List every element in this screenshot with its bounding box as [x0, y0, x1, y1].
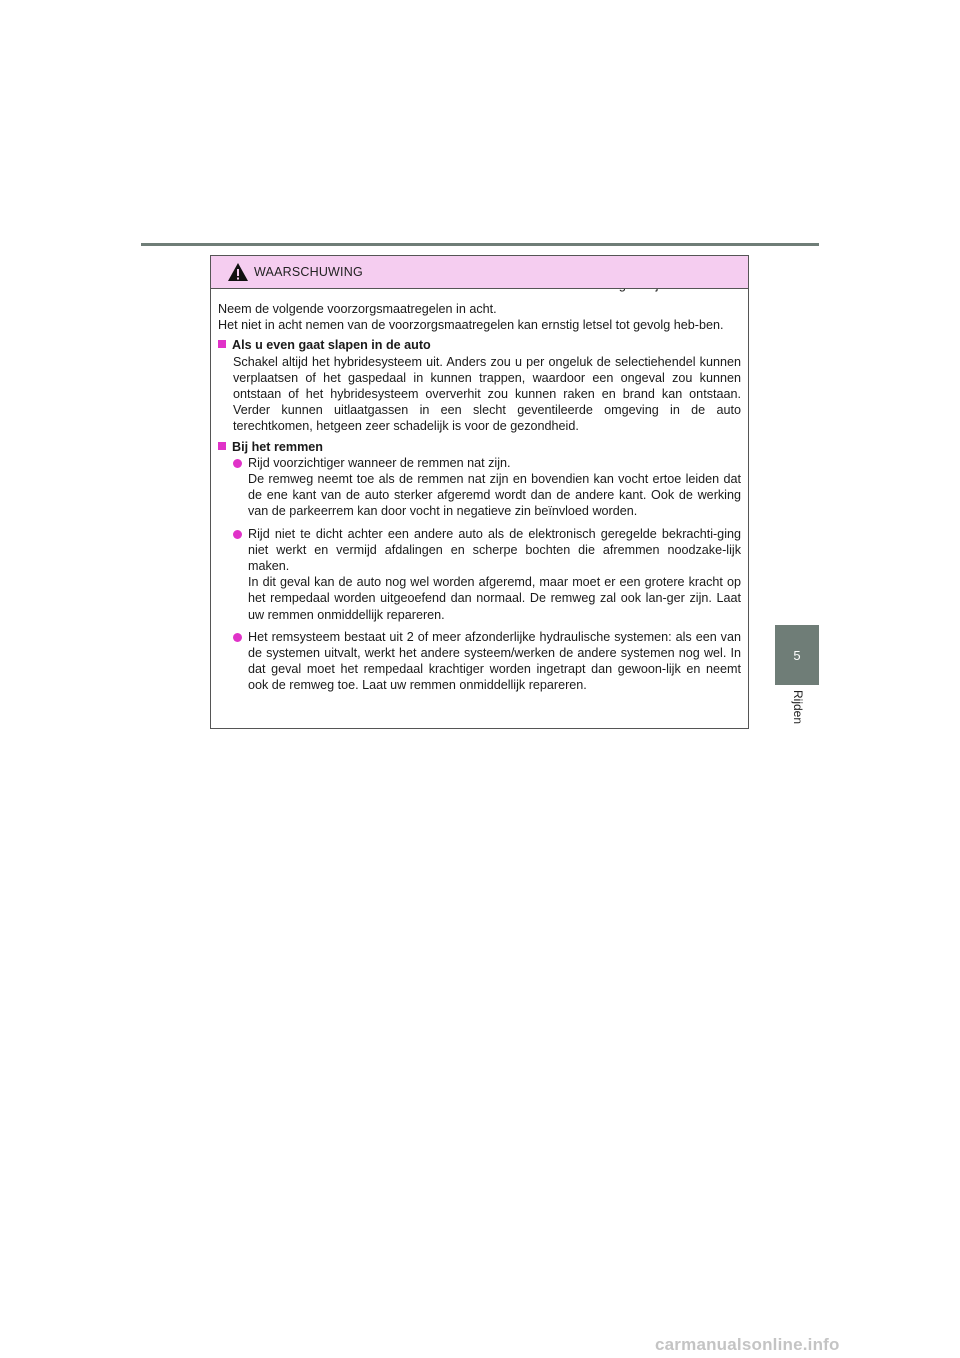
square-bullet-icon [218, 442, 226, 450]
warning-box [210, 255, 749, 729]
bullet-line-1: Rijd voorzichtiger wanneer de remmen nat zijn. [248, 455, 511, 470]
section-title-sleeping [218, 337, 741, 353]
square-bullet-icon [218, 340, 226, 348]
intro-line-1: Neem de volgende voorzorgsmaatregelen in acht. [218, 302, 497, 316]
watermark: carmanualsonline.info [655, 1335, 840, 1354]
section-title-text: Bij het remmen [232, 439, 323, 454]
section-text-sleeping: Schakel altijd het hybridesysteem uit. Anders zou u per ongeluk de selectiehendel kunnen verplaatsen of het gaspedaal in kunnen trappen, waardoor een ongeval zou kunnen ontstaan of het hybridesysteem oververhit zou kunnen raken en brand kan ontstaan. Verder kunnen uitlaatgassen in een slecht geventileerde omgeving in de auto terechtkomen, hetgeen zeer schadelijk is voor de gezondheid. [233, 354, 741, 434]
warning-body [211, 289, 748, 694]
list-item [218, 455, 741, 520]
chapter-label: Rijden [791, 690, 805, 725]
list-item [218, 629, 741, 694]
chapter-tab[interactable] [775, 625, 819, 685]
warning-title: WAARSCHUWING [254, 265, 363, 279]
circle-bullet-icon [233, 459, 242, 468]
warning-header [211, 256, 748, 289]
bullet-line-1: Het remsysteem bestaat uit 2 of meer afzonderlijke hydraulische systemen: als een van de systemen uitvalt, werkt het andere systeem/werken de andere systemen nog wel. In dat geval moet het rempedaal krachtiger worden ingetrapt dan gewoon-lijk en neemt ook de remweg toe. Laat uw remmen onmiddellijk repareren. [248, 629, 741, 693]
bullet-line-1: Rijd niet te dicht achter een andere auto als de elektronisch geregelde bekrachti-ging niet werkt en vermijd afdalingen en scherpe bochten die afremmen noodzake-lijk maken. [248, 526, 741, 574]
section-title-text: Als u even gaat slapen in de auto [232, 338, 431, 353]
section-title-braking [218, 439, 741, 455]
circle-bullet-icon [233, 633, 242, 642]
chapter-number: 5 [793, 647, 801, 663]
bullet-line-2: De remweg neemt toe als de remmen nat zijn en bovendien kan vocht ertoe leiden dat de ene kant van de auto sterker afgeremd wordt dan de andere kant. Ook de werking van de parkeerrem kan door vocht in negatieve zin beïnvloed worden. [248, 472, 741, 519]
bullet-line-2: In dit geval kan de auto nog wel worden afgeremd, maar moet er een grotere kracht op het rempedaal worden uitgeoefend dan normaal. De remweg zal ook lan-ger zijn. Laat uw remmen onmiddellijk repareren. [248, 575, 741, 622]
list-item [218, 526, 741, 623]
circle-bullet-icon [233, 530, 242, 539]
header-rule [141, 243, 819, 246]
intro-line-2: Het niet in acht nemen van de voorzorgsmaatregelen kan ernstig letsel tot gevolg heb-ben. [218, 318, 724, 333]
warning-triangle-icon [227, 262, 249, 282]
